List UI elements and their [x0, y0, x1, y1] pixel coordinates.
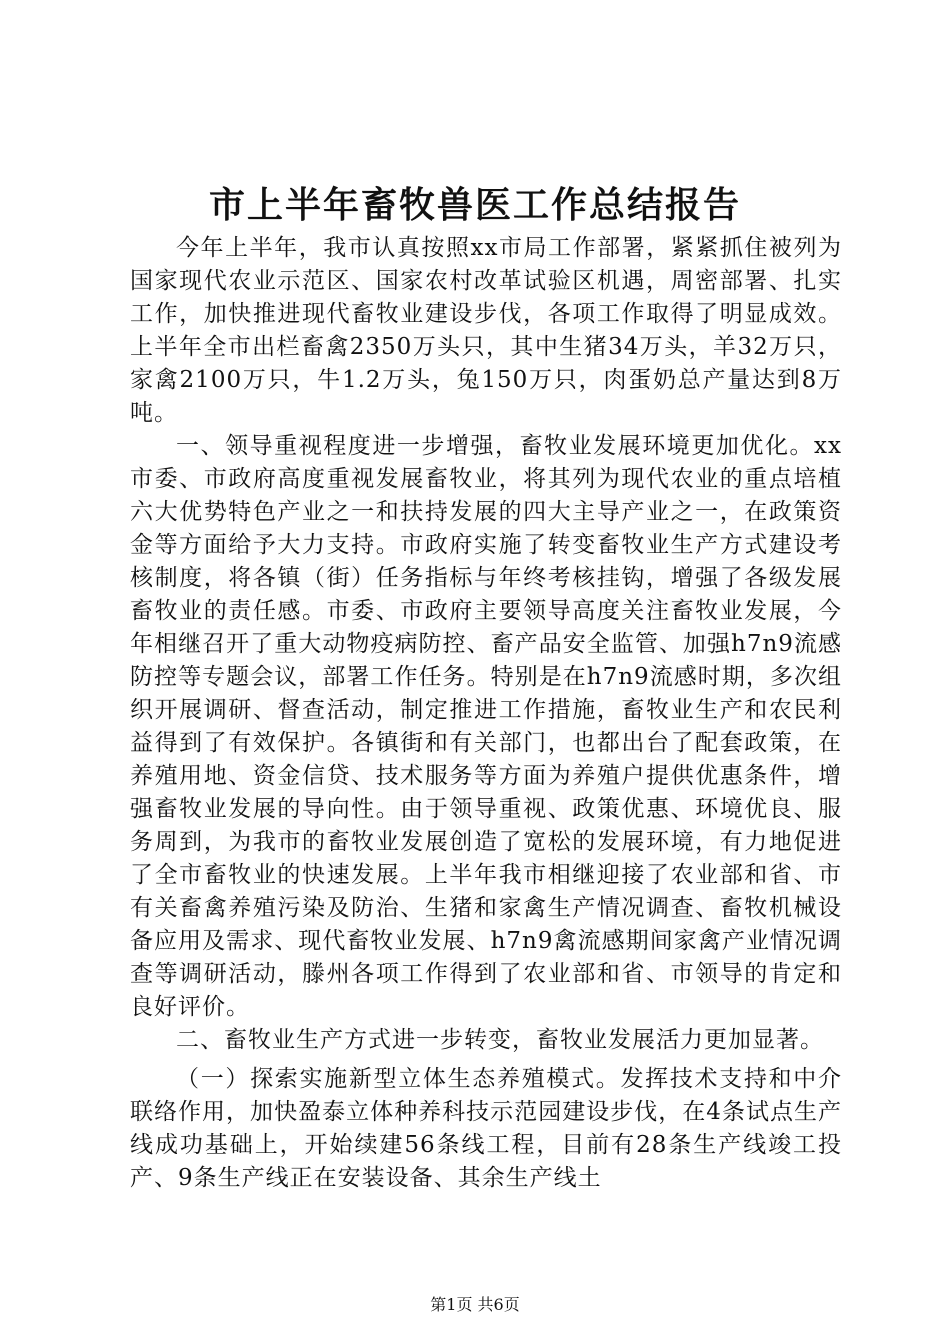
document-title: 市上半年畜牧兽医工作总结报告 — [208, 184, 741, 226]
paragraph-section-two-heading: 二、畜牧业生产方式进一步转变，畜牧业发展活力更加显著。 — [176, 1027, 824, 1053]
paragraph-subsection-one: （一）探索实施新型立体生态养殖模式。发挥技术支持和中介联络作用，加快盈泰立体种养科技示范园建设步伐，在4条试点生产线成功基础上，开始续建56条线工程，目前有28条生产线竣工投产、9条生产线正在安装设备、其余生产线土 — [130, 1066, 842, 1191]
paragraph-section-one: 一、领导重视程度进一步增强，畜牧业发展环境更加优化。xx市委、市政府高度重视发展畜牧业，将其列为现代农业的重点培植六大优势特色产业之一和扶持发展的四大主导产业之一，在政策资金等方面给予大力支持。市政府实施了转变畜牧业生产方式建设考核制度，将各镇（街）任务指标与年终考核挂钩，增强了各级发展畜牧业的责任感。市委、市政府主要领导高度关注畜牧业发展，今年相继召开了重大动物疫病防控、畜产品安全监管、加强h7n9流感防控等专题会议，部署工作任务。特别是在h7n9流感时期，多次组织开展调研、督查活动，制定推进工作措施，畜牧业生产和农民利益得到了有效保护。各镇街和有关部门，也都出台了配套政策，在养殖用地、资金信贷、技术服务等方面为养殖户提供优惠条件，增强畜牧业发展的导向性。由于领导重视、政策优惠、环境优良、服务周到，为我市的畜牧业发展创造了宽松的发展环境，有力地促进了全市畜牧业的快速发展。上半年我市相继迎接了农业部和省、市有关畜禽养殖污染及防治、生猪和家禽生产情况调查、畜牧机械设备应用及需求、现代畜牧业发展、h7n9禽流感期间家禽产业情况调查等调研活动，滕州各项工作得到了农业部和省、市领导的肯定和良好评价。 — [130, 433, 842, 1020]
document-body — [130, 232, 842, 1195]
page-number-footer: 第1页 共6页 — [430, 1295, 520, 1314]
paragraph-intro: 今年上半年，我市认真按照xx市局工作部署，紧紧抓住被列为国家现代农业示范区、国家农村改革试验区机遇，周密部署、扎实工作，加快推进现代畜牧业建设步伐，各项工作取得了明显成效。上半年全市出栏畜禽2350万头只，其中生猪34万头，羊32万只，家禽2100万只，牛1.2万头，兔150万只，肉蛋奶总产量达到8万吨。 — [130, 235, 842, 426]
